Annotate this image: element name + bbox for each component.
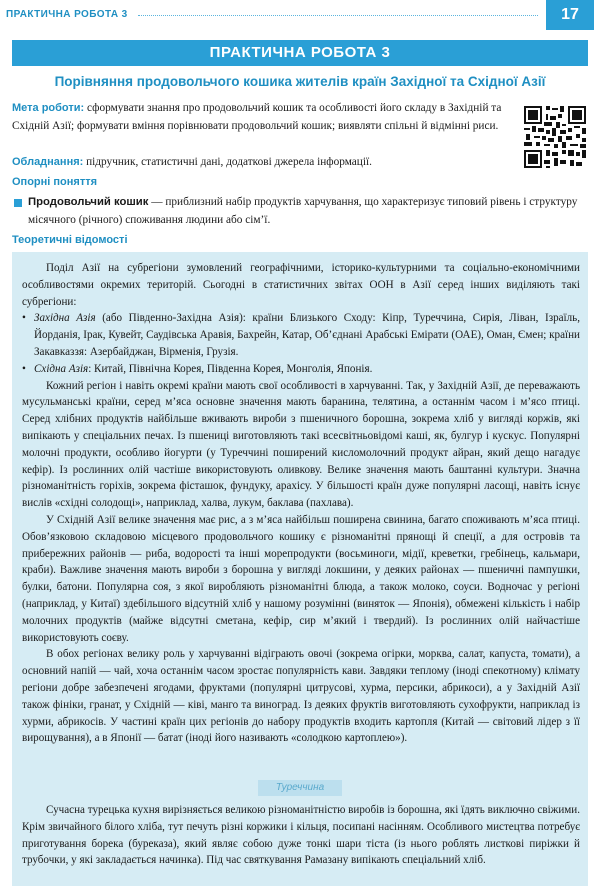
goal-label: Мета роботи:	[12, 102, 85, 114]
equipment-label: Обладнання:	[12, 156, 84, 168]
paragraph-west-asia: Кожний регіон і навіть окремі країни мають свої особливості в харчуванні. Так, у Західній Азії, де переважають мусульманські країни, серед м’яса основне значення мають баранина, телятина, а останнім часом і м’ясо птиці. Серед хлібних продуктів найбільше вживають вироби з пшеничного борошна, зокрема хліб у вигляді коржів, які випікають у спеціальних печах. Із пшениці виготовляють такі всесвітньовідомі каші, як, булгур і кускус. Популярні молочні продукти, особливо йогурти (у Туреччині поширений кисломолочний продукт айран, який дещо нагадує кефір). Із рослинних олій частіше використовують оливкову. Велике значення мають баштанні культури. Значна різноманітність горіхів, зокрема фісташок, фундуку, арахісу. У більшості країн дуже популярні ласощі, навіть існує вислів «східні солодощі», наприклад, халва, лукум, баклава (пахлава).	[22, 379, 580, 510]
theory-intro: Поділ Азії на субрегіони зумовлений географічними, історико-культурними та соціально-економічними особливостями окремих територій. Сьогодні в статистичних звітах ООН в Азії серед інших виділяють такі субрегіони:	[22, 262, 580, 308]
page-number: 17	[546, 0, 594, 30]
theory-title: Теоретичні відомості	[12, 234, 128, 246]
qr-code-icon[interactable]	[522, 104, 588, 170]
west-name: Західна Азія	[34, 312, 96, 325]
goal-block	[12, 100, 512, 135]
running-head	[0, 0, 600, 30]
concepts-title: Опорні поняття	[12, 176, 98, 188]
paragraph-both-regions: В обох регіонах велику роль у харчуванні відіграють овочі (зокрема огірки, морква, салат, капуста, томати), а основний напій — чай, хоча останнім часом зростає популярність кави. Завдяки теплому (іноді спекотному) клімату регіони добре забезпечені ягодами, фруктами (популярні цитрусові, хурма, персики, абрикоси), а у Західній Азії також фініки, гранат, у Східній — ківі, манго та виноград. Із деяких фруктів виготовляють сухофрукти, наприклад із хурми, абрикосів. У частині країн цих регіонів до набору продуктів входить картопля (Китай — світовий лідер з її вирощування), а в Японії — батат (іноді його називають «солодкою картоплею»).	[22, 648, 580, 745]
east-name: Східна Азія	[34, 362, 89, 375]
running-head-rule	[138, 15, 538, 16]
title-banner: ПРАКТИЧНА РОБОТА 3	[12, 40, 588, 66]
theory-text	[22, 260, 580, 747]
subregion-west	[22, 310, 580, 360]
subregion-east	[22, 361, 580, 378]
turkey-label: Туреччина	[258, 780, 342, 796]
goal-text: сформувати знання про продовольчий кошик та особливості його складу в Західній та Східній Азії; формувати вміння порівнювати продовольчий кошик; виявляти спільні й відмінні риси.	[12, 102, 502, 132]
running-head-label: ПРАКТИЧНА РОБОТА 3	[6, 9, 128, 20]
page-subtitle: Порівняння продовольчого кошика жителів країн Західної та Східної Азії	[54, 74, 546, 89]
concept-definition	[28, 194, 588, 229]
paragraph-east-asia: У Східній Азії велике значення має рис, а з м’яса найбільш поширена свинина, багато споживають м’яса птиці. Обов’язковою складовою місцевого продовольчого кошику є різноманітні прянощі й спеції, а для островів та прибережних районів — риба, водорості та інші морепродукти (восьминоги, мідії, креветки, гребінець, кальмари, краби). Важливе значення мають вироби з борошна у вигляді локшини, у деяких районах — пшеничні пампушки, булки, батони. Популярна соя, з якої виробляють різноманітні блюда, а також молоко, соуси. Водночас у регіоні (наприклад, у Китаї) здебільшого відсутній хліб у нашому розумінні (виняток — Японія), обмежені кількість і набір молочних продуктів (майже відсутні сметана, кефір, сир м’який і твердий). Із рослинних олій найчастіше використовують соєву.	[22, 513, 580, 644]
bullet-square-icon	[14, 199, 22, 207]
equipment-block	[12, 154, 512, 172]
equipment-text: підручник, статистичні дані, додаткові джерела інформації.	[86, 156, 372, 168]
turkey-text: Сучасна турецька кухня вирізняється великою різноманітністю виробів із борошна, які їдять виключно свіжими. Крім звичайного білого хліба, тут печуть різні коржики і кільця, посипані насінням. Особливого мистецтва потребує приготування борека (буреказа), який являє собою дуже тонкі шари тіста (із нього роблять листкові пиріжки й трубочки, у які закладається начинка). Під час святкування Рамазану випікають спеціальний хліб.	[22, 804, 580, 867]
east-text: : Китай, Північна Корея, Південна Корея, Монголія, Японія.	[88, 362, 373, 375]
concept-term: Продовольчий кошик	[28, 196, 149, 208]
west-text: (або Південно-Західна Азія): країни Близького Сходу: Кіпр, Туреччина, Сирія, Ліван, Ізраїль, Йорданія, Ірак, Кувейт, Саудівська Аравія, Бахрейн, Катар, Об’єднані Арабські Емірати (ОАЕ), Оман, Ємен; країни Закавказзя: Азербайджан, Вірменія, Грузія.	[34, 312, 581, 358]
concept-text: — приблизний набір продуктів харчування, що характеризує типовий рівень і структуру місячного (річного) споживання людини або сім’ї.	[28, 196, 578, 226]
